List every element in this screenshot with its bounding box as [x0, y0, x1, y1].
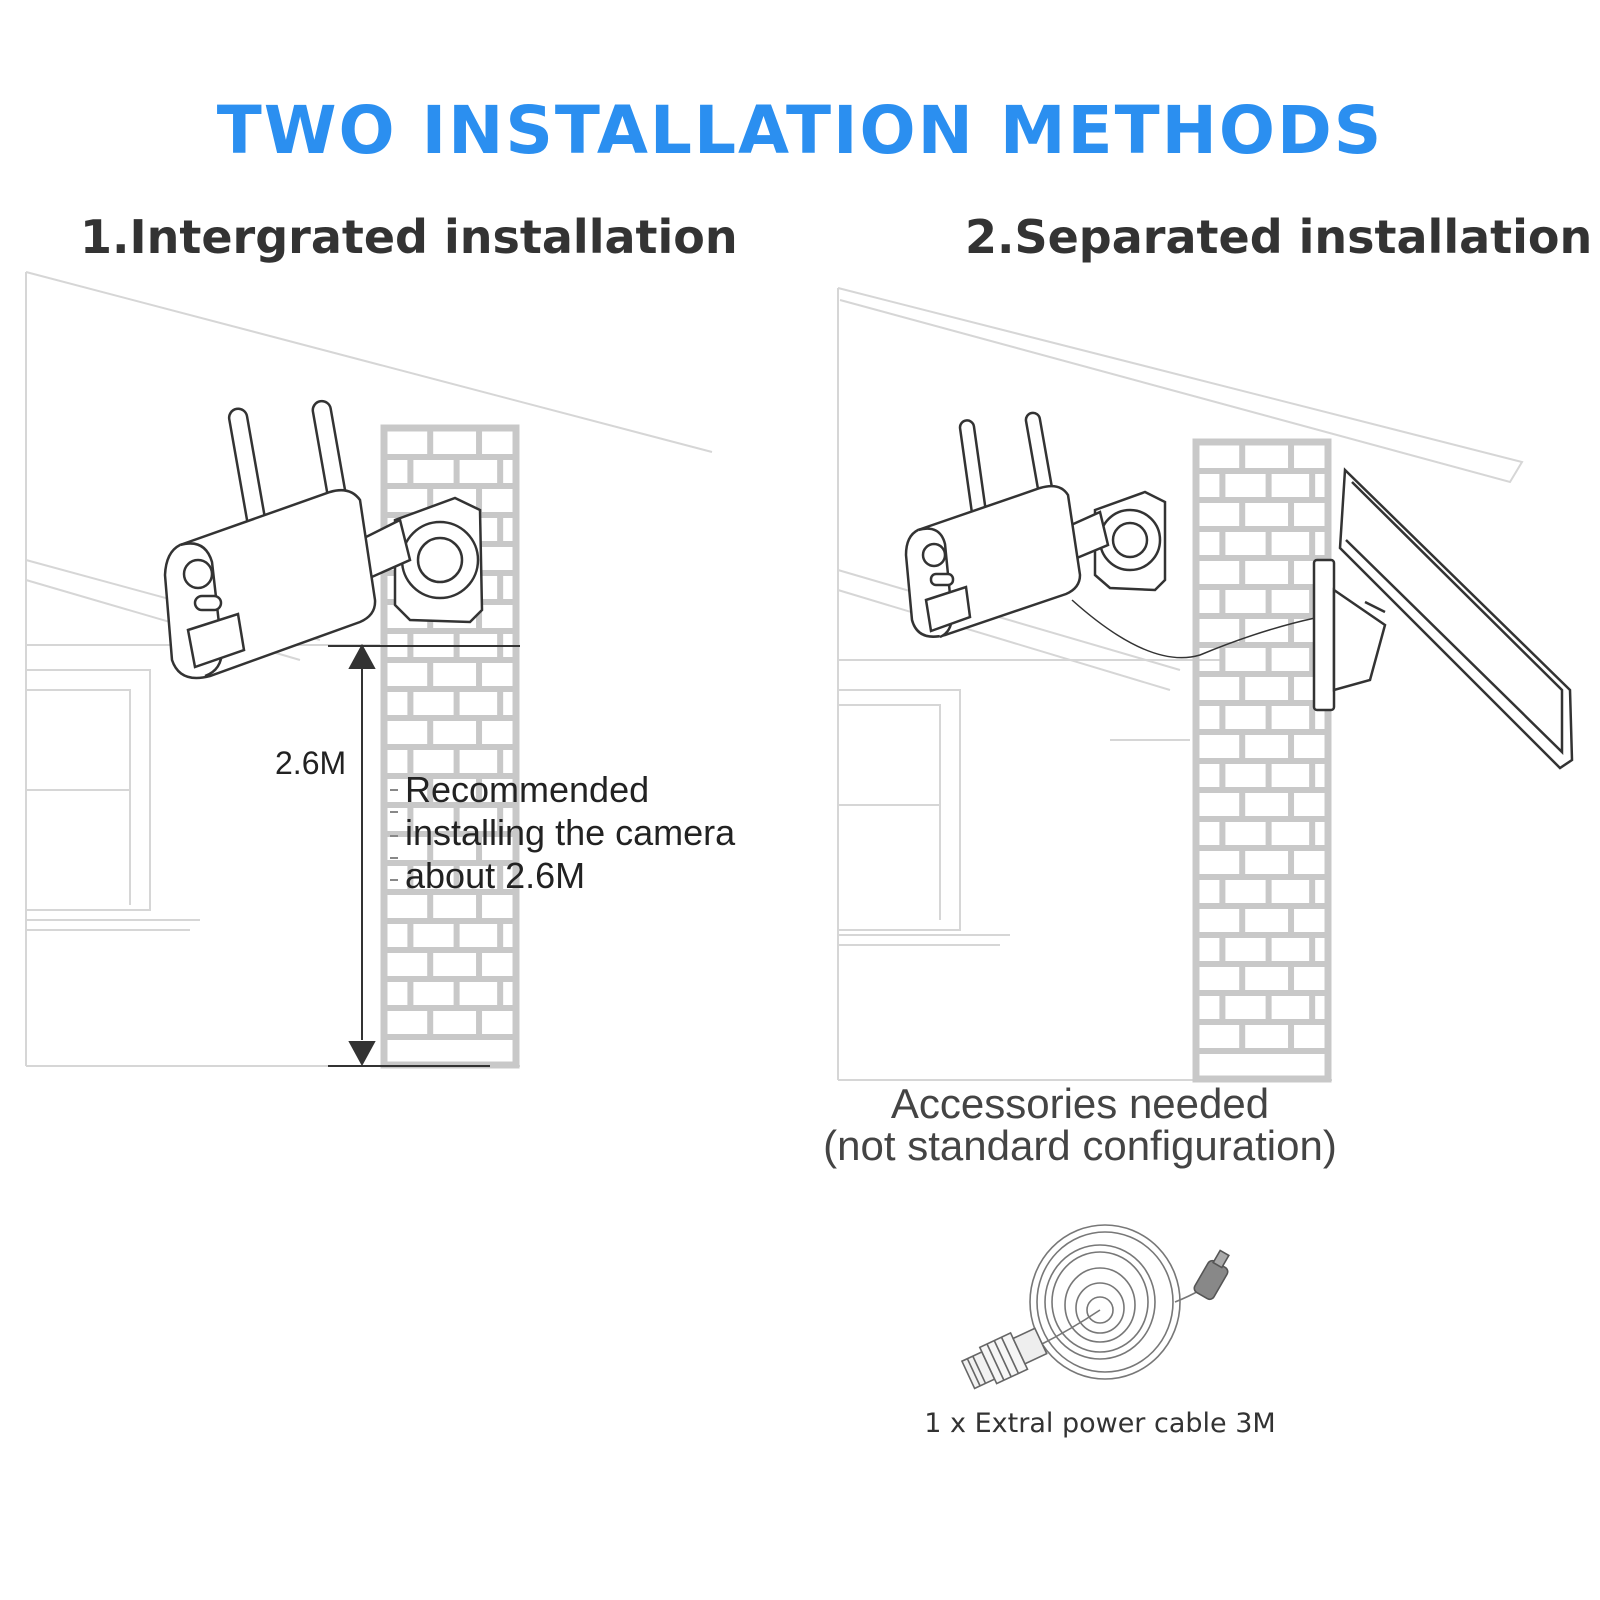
brick-rows-right	[1196, 442, 1328, 1051]
recommendation-line: installing the camera	[405, 812, 736, 853]
accessories-line: (not standard configuration)	[823, 1122, 1337, 1169]
camera-icon-left	[165, 400, 482, 678]
accessories-line: Accessories needed	[890, 1080, 1270, 1127]
accessories-note	[760, 1080, 1400, 1169]
height-label: 2.6M	[275, 745, 347, 781]
recommendation-line: about 2.6M	[405, 855, 586, 896]
page-title: TWO INSTALLATION METHODS	[216, 92, 1384, 169]
recommendation-note	[405, 768, 735, 897]
cable-label: 1 x Extral power cable 3M	[924, 1408, 1276, 1439]
solar-panel-icon	[1314, 470, 1572, 768]
method-2-title: 2.Separated installation	[965, 210, 1593, 264]
house-background-right	[838, 288, 1522, 1080]
recommendation-line: Recommended	[405, 769, 650, 810]
method-1-title: 1.Intergrated installation	[80, 210, 738, 264]
power-cable-icon	[960, 1225, 1230, 1393]
camera-icon-right	[906, 412, 1165, 637]
